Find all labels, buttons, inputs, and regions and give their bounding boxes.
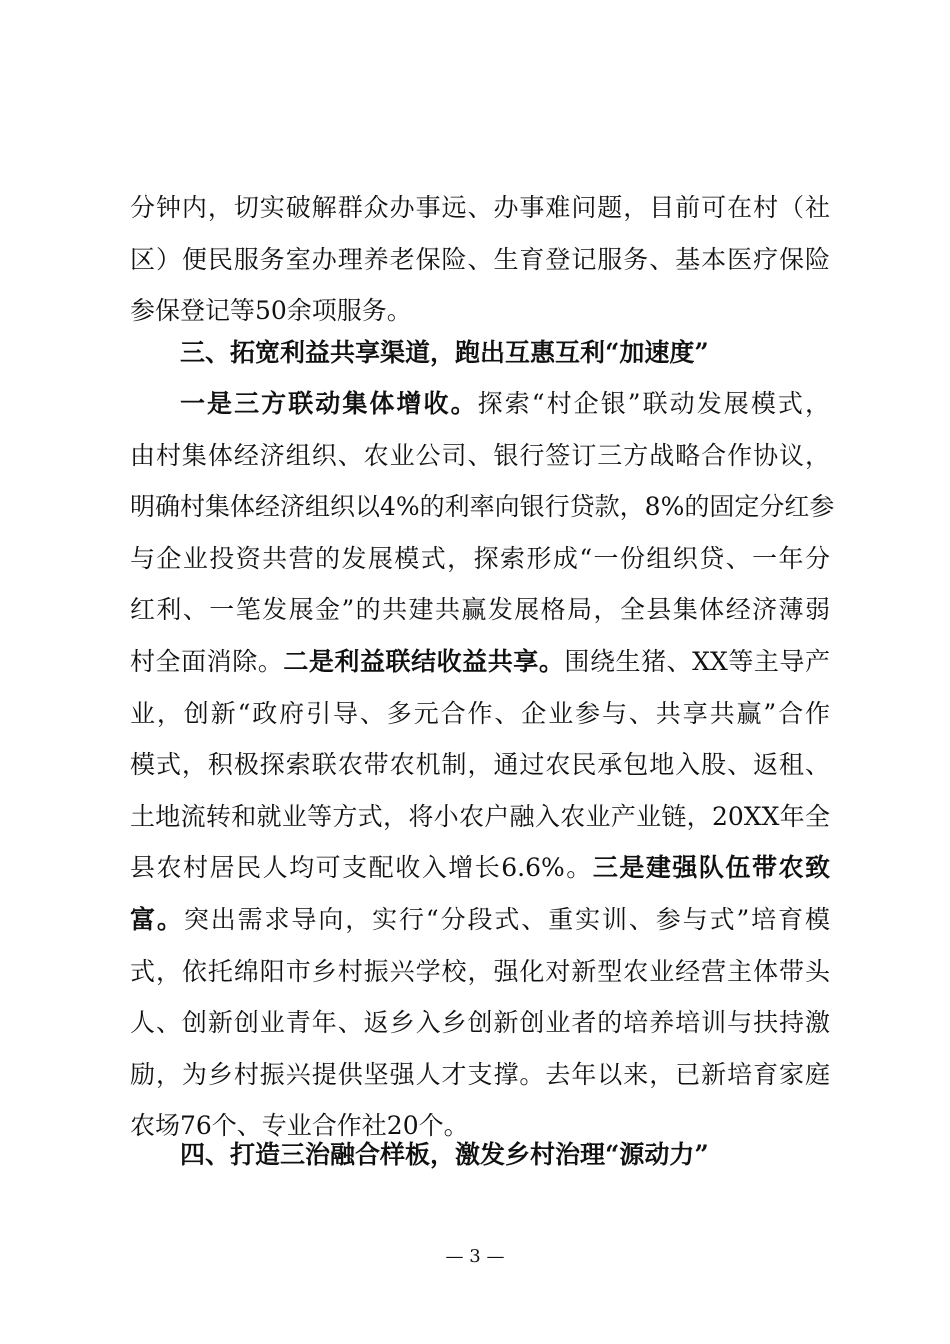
subpoint-title-2: 二是利益联结收益共享。 xyxy=(283,646,565,676)
subpoint-title-1: 一是三方联动集体增收。 xyxy=(180,389,478,418)
paragraph-line: 分钟内，切实破解群众办事远、办事难问题，目前可在村（社 xyxy=(130,193,830,222)
paragraph-line: 红利、一笔发展金”的共建共赢发展格局，全县集体经济薄弱 xyxy=(130,595,830,625)
paragraph-line: 人、创新创业青年、返乡入乡创新创业者的培养培训与扶持激 xyxy=(130,1008,830,1038)
paragraph-line xyxy=(130,894,830,946)
paragraph-line xyxy=(130,636,830,688)
paragraph-continuation xyxy=(130,182,830,337)
paragraph-text: 探索“村企银”联动发展模式， xyxy=(477,389,830,418)
subpoint-title-3-end: 富。 xyxy=(130,904,184,934)
paragraph-line: 区）便民服务室办理养老保险、生育登记服务、基本医疗保险 xyxy=(130,244,830,274)
section-heading-3: 三、拓宽利益共享渠道，跑出互惠互利“加速度” xyxy=(180,338,709,367)
page-number: — 3 — xyxy=(445,1246,505,1267)
paragraph-line: 土地流转和就业等方式，将小农户融入农业产业链，20XX年全 xyxy=(130,801,830,831)
section-heading-4: 四、打造三治融合样板，激发乡村治理“源动力” xyxy=(180,1140,709,1169)
paragraph-line: 业，创新“政府引导、多元合作、企业参与、共享共赢”合作 xyxy=(130,698,830,728)
paragraph-line: 励，为乡村振兴提供坚强人才支撑。去年以来，已新培育家庭 xyxy=(130,1059,830,1089)
paragraph-line xyxy=(130,842,830,894)
paragraph-text: 围绕生猪、XX等主导产 xyxy=(564,646,830,676)
paragraph-line: 与企业投资共营的发展模式，探索形成“一份组织贷、一年分 xyxy=(130,543,830,573)
paragraph-line: 参保登记等50余项服务。 xyxy=(130,296,412,326)
paragraph-text: 县农村居民人均可支配收入增长6.6%。 xyxy=(130,853,593,883)
paragraph-text: 村全面消除。 xyxy=(130,646,284,676)
paragraph-line: 由村集体经济组织、农业公司、银行签订三方战略合作协议， xyxy=(130,440,830,470)
paragraph-line: 式，依托绵阳市乡村振兴学校，强化对新型农业经营主体带头 xyxy=(130,956,830,986)
subpoint-title-3: 三是建强队伍带农致 xyxy=(592,853,830,883)
paragraph-line: 模式，积极探索联农带农机制，通过农民承包地入股、返租、 xyxy=(130,750,830,780)
paragraph-line: 农场76个、专业合作社20个。 xyxy=(130,1111,469,1141)
paragraph-text: 突出需求导向，实行“分段式、重实训、参与式”培育模 xyxy=(183,904,830,934)
paragraph-line: 明确村集体经济组织以4%的利率向银行贷款，8%的固定分红参 xyxy=(130,492,835,522)
paragraph-main xyxy=(130,378,835,1152)
paragraph-line xyxy=(130,378,830,430)
